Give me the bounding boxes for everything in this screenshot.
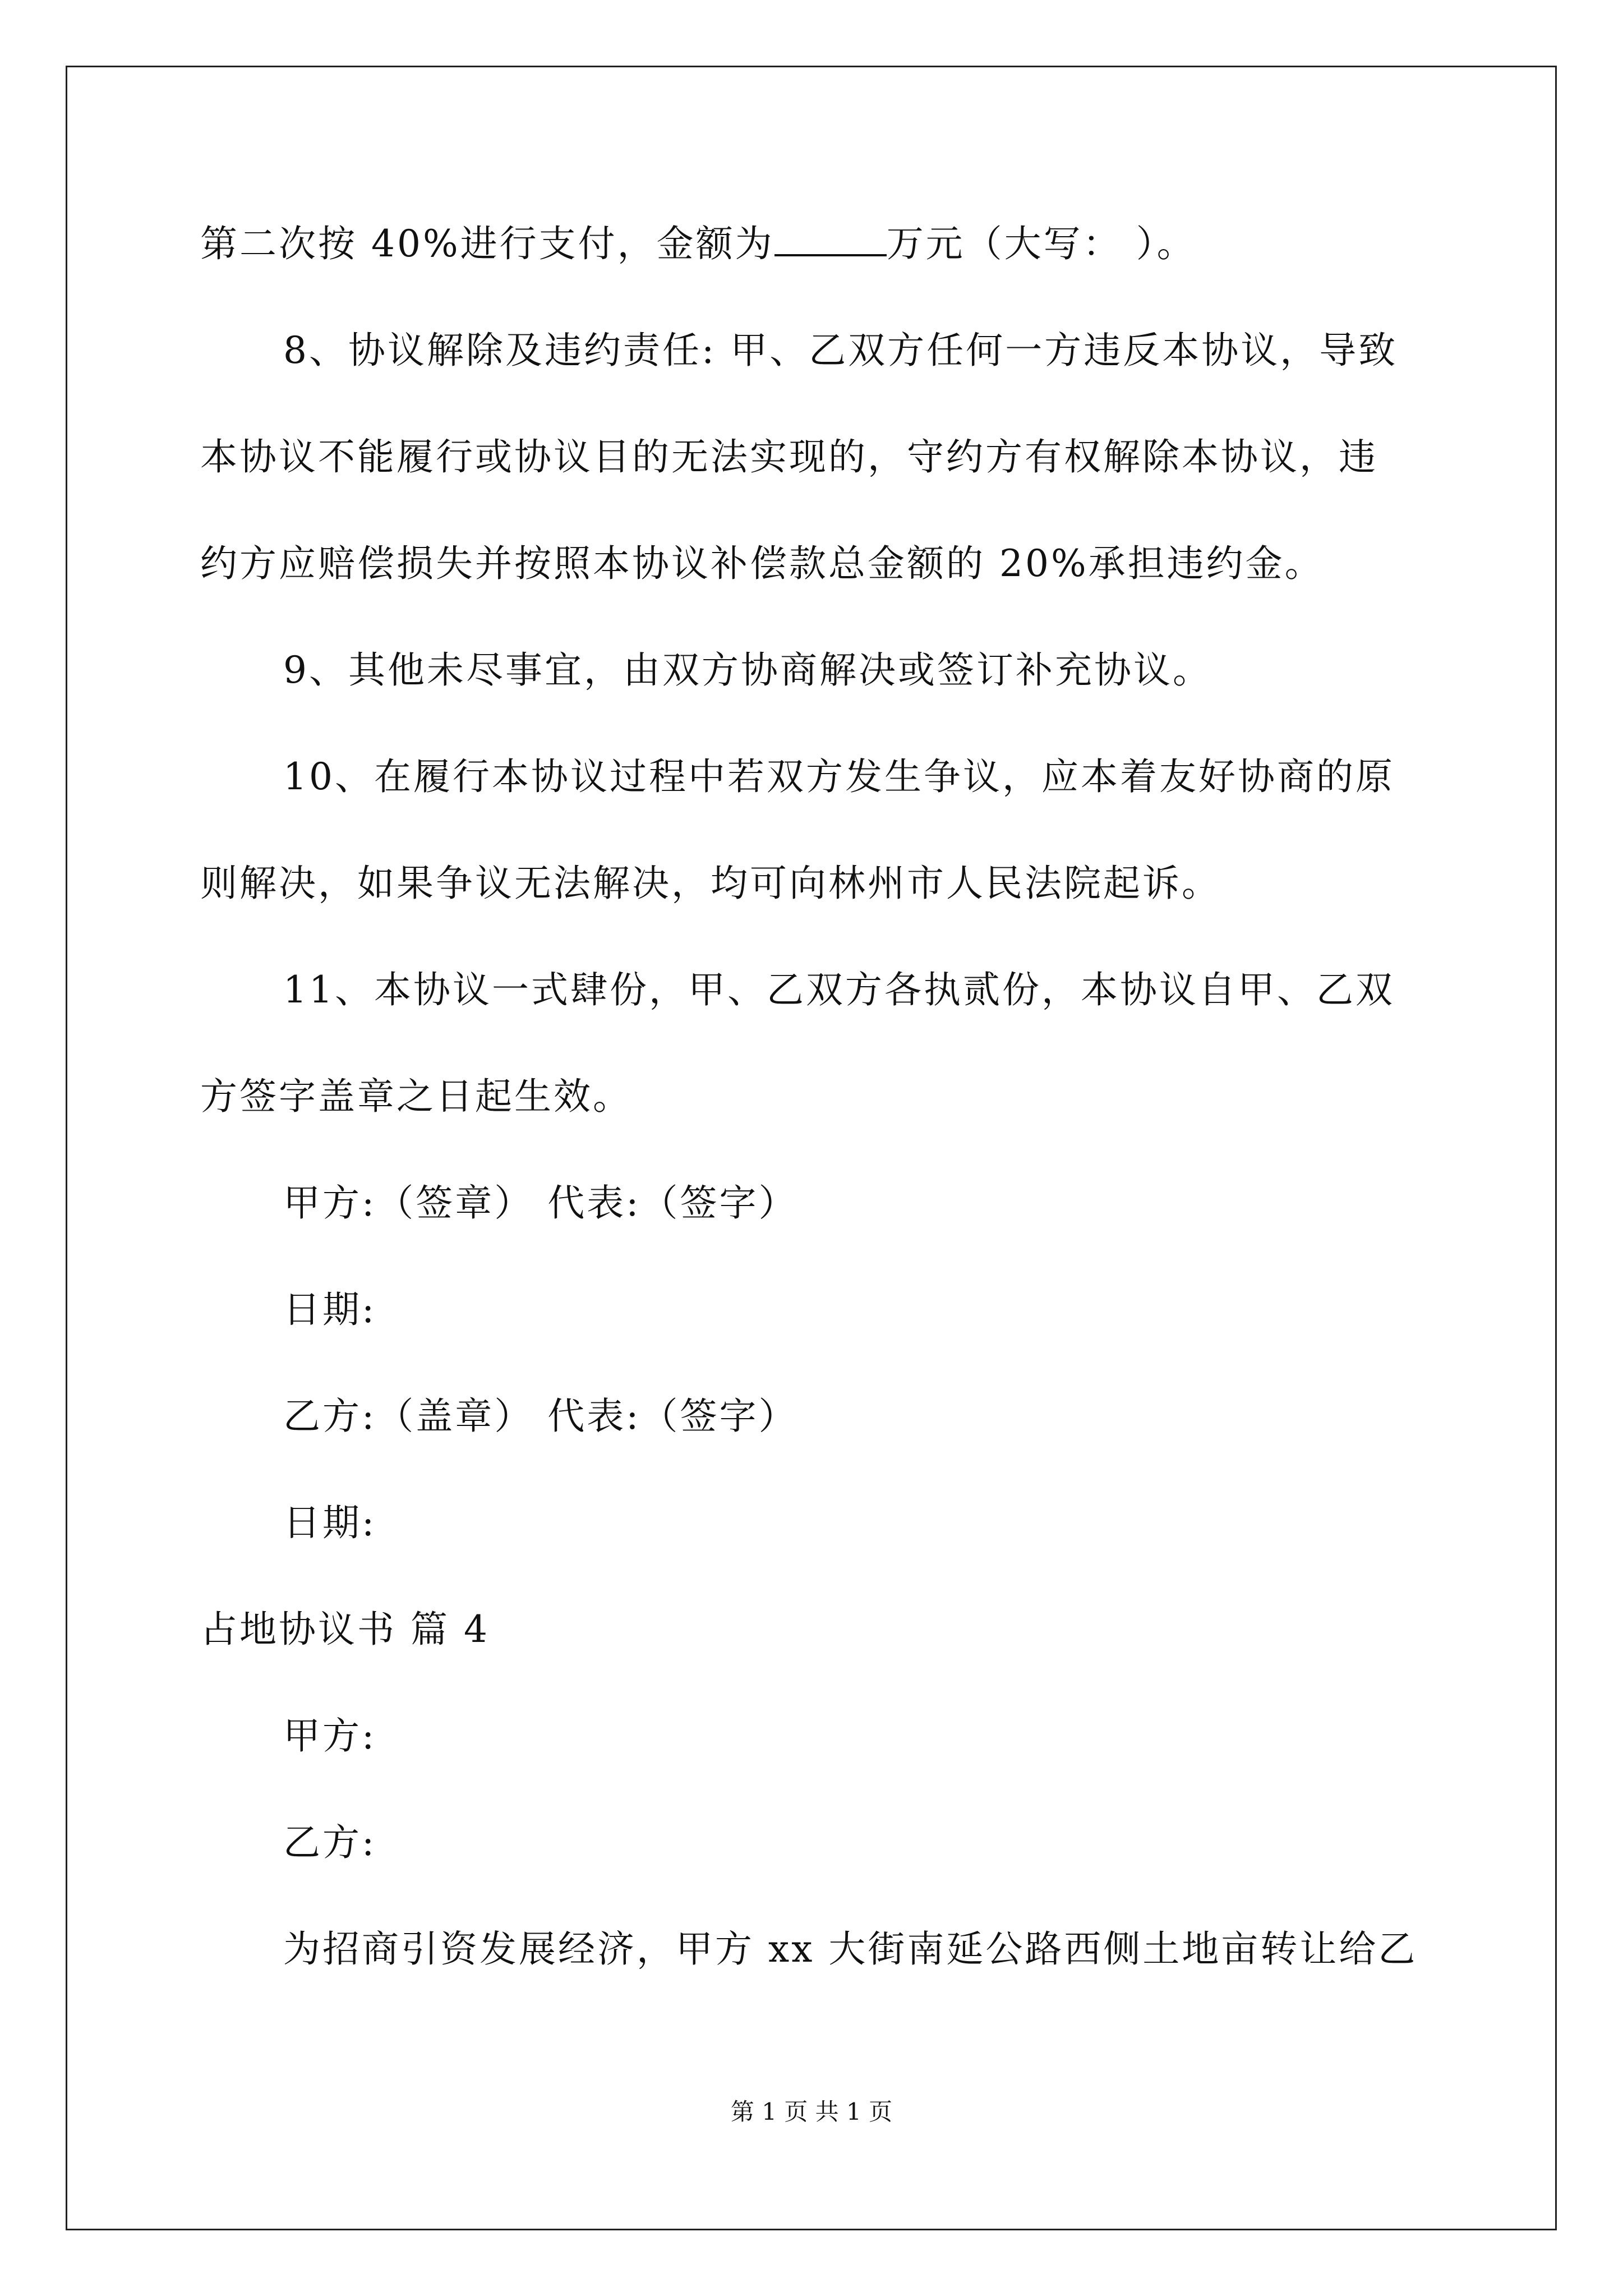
clause-8-line-1: 8、协议解除及违约责任: 甲、乙双方任何一方违反本协议，导致 [283, 329, 1398, 372]
party-a-date: 日期: [283, 1288, 377, 1331]
clause-8-line-3: 约方应赔偿损失并按照本协议补偿款总金额的 20%承担违约金。 [200, 542, 1324, 585]
preamble-line-1: 为招商引资发展经济，甲方 xx 大街南延公路西侧土地亩转让给乙 [283, 1927, 1418, 1971]
clause-11-line-2: 方签字盖章之日起生效。 [200, 1075, 632, 1118]
payment-text-start: 第二次按 40%进行支付，金额为 [200, 222, 774, 265]
clause-10-line-1: 10、在履行本协议过程中若双方发生争议，应本着友好协商的原 [283, 755, 1395, 798]
section-heading: 占地协议书 篇 4 [200, 1608, 490, 1651]
party-a-label: 甲方: [283, 1714, 377, 1757]
clause-9: 9、其他未尽事宜，由双方协商解决或签订补充协议。 [283, 648, 1212, 692]
text-line-payment [200, 219, 1196, 269]
amount-blank [774, 222, 887, 256]
party-b-date: 日期: [283, 1501, 377, 1544]
party-a-signature: 甲方:（签章） 代表:（签字） [283, 1181, 798, 1225]
clause-10-line-2: 则解决，如果争议无法解决，均可向林州市人民法院起诉。 [200, 862, 1221, 905]
payment-text-end: 万元（大写： ）。 [886, 222, 1196, 265]
page-number-footer: 第 1 页 共 1 页 [730, 2098, 893, 2125]
page-border [66, 66, 1557, 2230]
party-b-label: 乙方: [283, 1821, 377, 1864]
clause-8-line-2: 本协议不能履行或协议目的无法实现的，守约方有权解除本协议，违 [200, 435, 1378, 478]
party-b-signature: 乙方:（盖章） 代表:（签字） [283, 1395, 798, 1438]
clause-11-line-1: 11、本协议一式肆份，甲、乙双方各执贰份，本协议自甲、乙双 [283, 968, 1395, 1011]
